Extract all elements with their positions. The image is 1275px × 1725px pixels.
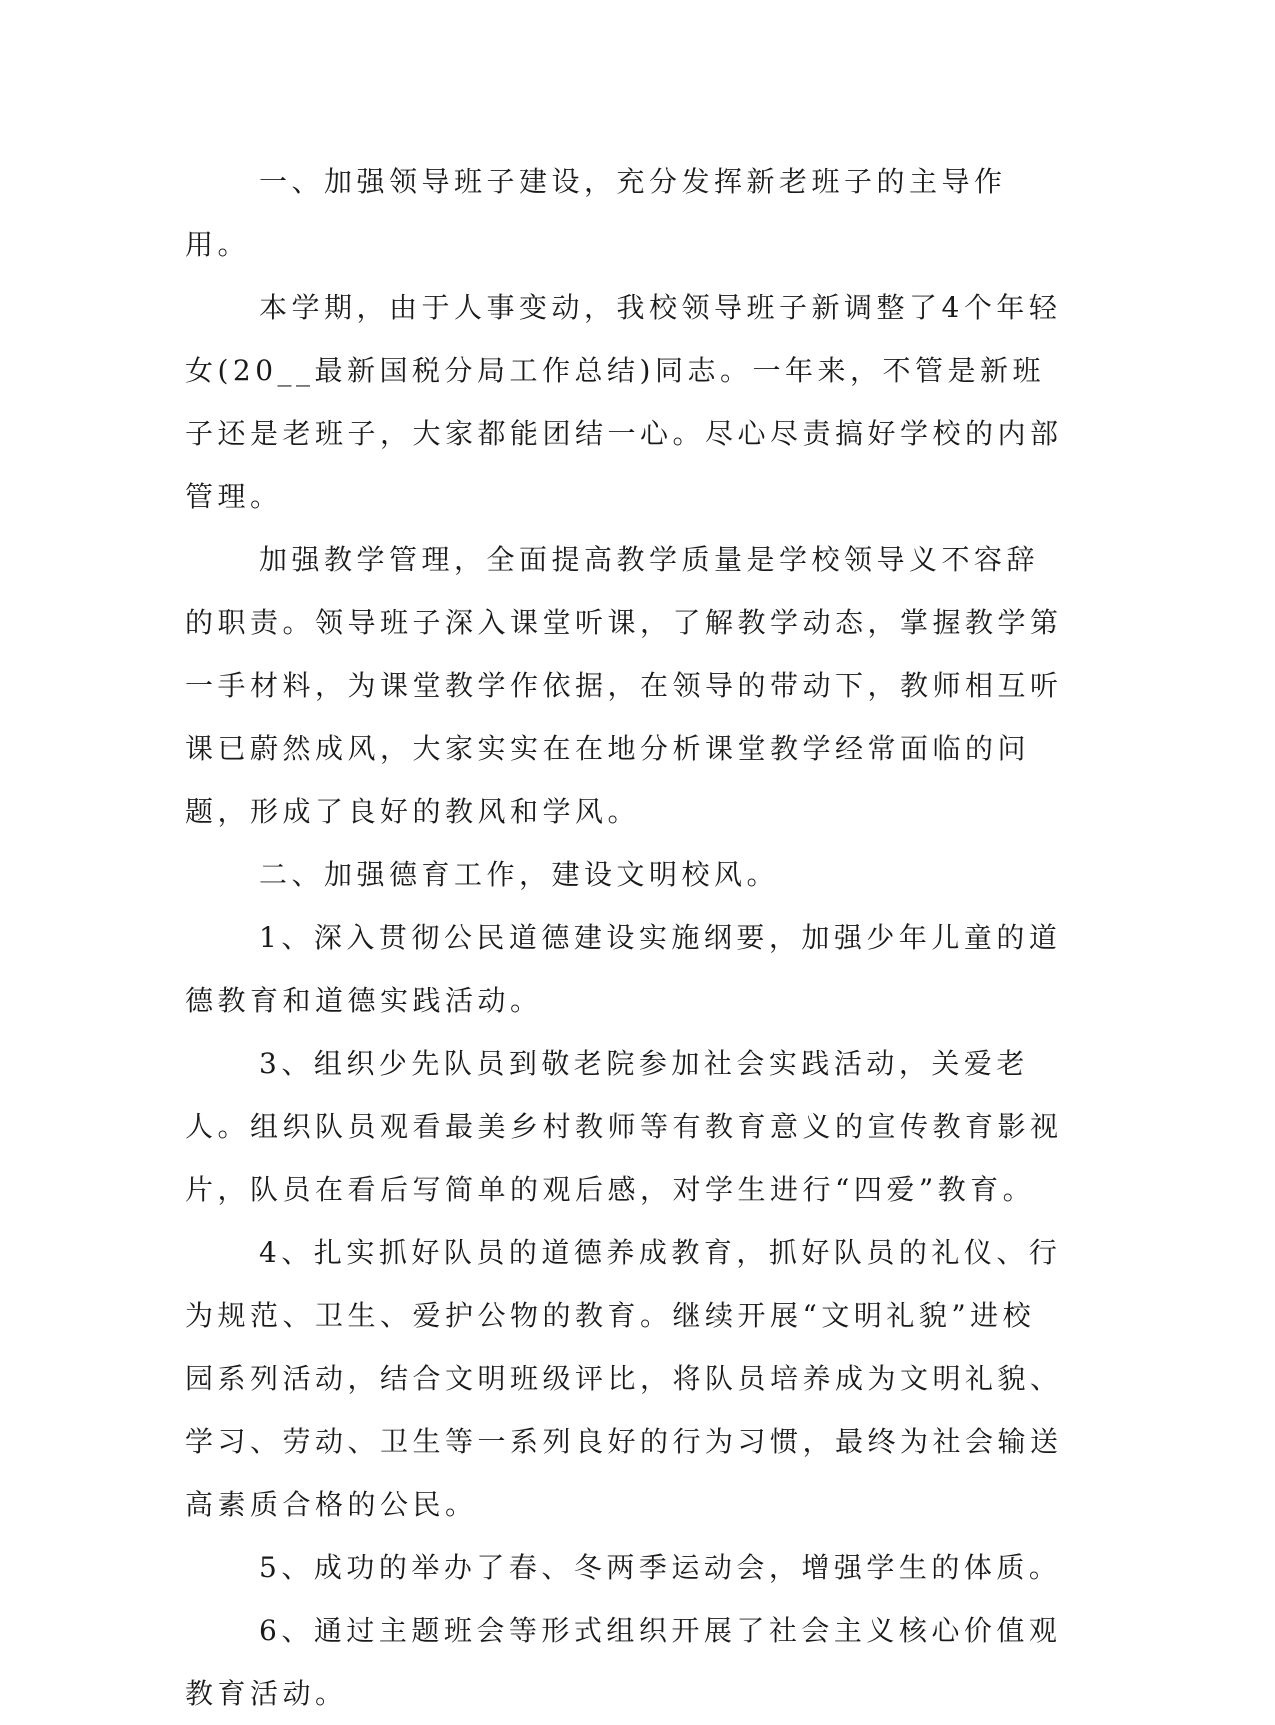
paragraph-moral-education-heading: 二、加强德育工作，建设文明校风。 bbox=[259, 858, 780, 891]
paragraph-item-4: 4、扎实抓好队员的道德养成教育，抓好队员的礼仪、行为规范、卫生、爱护公物的教育。继续开展“文明礼貌”进校园系列活动，结合文明班级评比，将队员培养成为文明礼貌、学习、劳动、卫生等一系列良好的行为习惯，最终为社会输送高素质合格的公民。 bbox=[185, 1236, 1063, 1521]
paragraph-item-5: 5、成功的举办了春、冬两季运动会，增强学生的体质。 bbox=[259, 1551, 1062, 1584]
paragraph-leadership-heading: 一、加强领导班子建设，充分发挥新老班子的主导作用。 bbox=[185, 165, 1007, 261]
paragraph-item-6: 6、通过主题班会等形式组织开展了社会主义核心价值观教育活动。 bbox=[185, 1614, 1062, 1710]
paragraph-item-1: 1、深入贯彻公民道德建设实施纲要，加强少年儿童的道德教育和道德实践活动。 bbox=[185, 921, 1062, 1017]
paragraph-item-3: 3、组织少先队员到敬老院参加社会实践活动，关爱老人。组织队员观看最美乡村教师等有教育意义的宣传教育影视片，队员在看后写简单的观后感，对学生进行“四爱”教育。 bbox=[185, 1047, 1063, 1206]
paragraph-leadership-team: 本学期，由于人事变动，我校领导班子新调整了4个年轻女(20__最新国税分局工作总结)同志。一年来，不管是新班子还是老班子，大家都能团结一心。尽心尽责搞好学校的内部管理。 bbox=[185, 291, 1063, 513]
paragraph-teaching-management: 加强教学管理，全面提高教学质量是学校领导义不容辞的职责。领导班子深入课堂听课，了解教学动态，掌握教学第一手材料，为课堂教学作依据，在领导的带动下，教师相互听课已蔚然成风，大家实实在在地分析课堂教学经常面临的问题，形成了良好的教风和学风。 bbox=[185, 543, 1063, 828]
document-body bbox=[185, 150, 1065, 1725]
